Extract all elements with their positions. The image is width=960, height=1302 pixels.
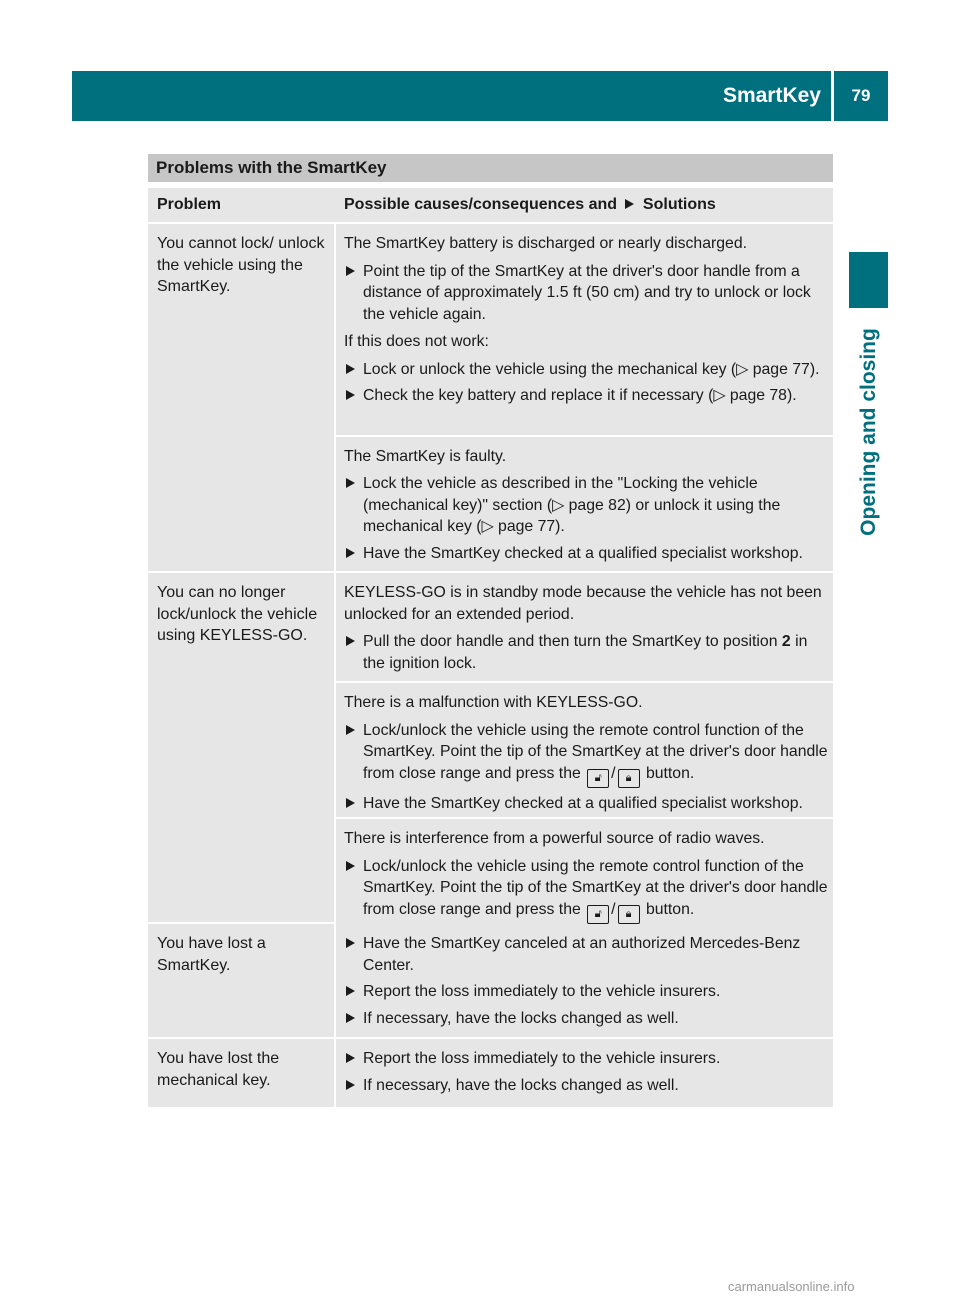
list-item: Pull the door handle and then turn the SmartKey to position 2 in the ignition lock. [344, 631, 829, 674]
list-item: Lock the vehicle as described in the "Locking the vehicle (mechanical key)" section (▷ page 82) or unlock it using the mechanical key (▷ page 77). [344, 473, 829, 538]
list-item: Point the tip of the SmartKey at the driver's door handle from a distance of approximately 1.5 ft (50 cm) and try to unlock or lock the vehicle again. [344, 261, 829, 326]
side-tab-marker [849, 252, 888, 308]
table-row [148, 1039, 833, 1107]
problem-cell: You have lost a SmartKey. [148, 924, 334, 1037]
cause-cell: KEYLESS-GO is in standby mode because the vehicle has not been unlocked for an extended period. Pull the door handle and then turn the SmartKey to position 2 in the ignition lock. [336, 573, 833, 681]
arrow-icon [625, 199, 634, 209]
list-item: Have the SmartKey canceled at an authorized Mercedes-Benz Center. [344, 933, 829, 976]
arrow-icon [346, 986, 355, 996]
cause-cell [336, 1039, 833, 1107]
arrow-icon [346, 548, 355, 558]
cause-cell: The SmartKey battery is discharged or nearly discharged. Point the tip of the SmartKey at the driver's door handle from a distance of approximately 1.5 ft (50 cm) and try to unlock or lock the vehicle again. If this does not work: Lock or unlock the vehicle using the mechanical key (▷ page 77). Check the key battery and replace it if necessary (▷ page 78). [336, 224, 833, 435]
column-header-causes: Possible causes/consequences and Solutions [344, 196, 716, 213]
problems-table [148, 154, 833, 1109]
arrow-icon [346, 1013, 355, 1023]
column-header-problem: Problem [157, 196, 222, 213]
list-item: Report the loss immediately to the vehicle insurers. [344, 981, 829, 1003]
cause-cell [336, 924, 833, 1037]
cause-cell: There is a malfunction with KEYLESS-GO. Lock/unlock the vehicle using the remote control function of the SmartKey. Point the tip of the SmartKey at the driver's door handle from close range and press the 🔓︎ / 🔒︎ button. Have the SmartKey checked at a qualified specialist workshop. [336, 683, 833, 817]
page-header [72, 71, 888, 121]
arrow-icon [346, 1053, 355, 1063]
problem-cell: You have lost the mechanical key. [148, 1039, 334, 1107]
list-item: Have the SmartKey checked at a qualified specialist workshop. [344, 543, 829, 565]
arrow-icon [346, 266, 355, 276]
arrow-icon [346, 390, 355, 400]
arrow-icon [346, 938, 355, 948]
lock-icon: 🔒︎ [618, 769, 640, 788]
problem-cell: You can no longer lock/unlock the vehicle using KEYLESS-GO. [148, 573, 334, 922]
page-number: 79 [851, 86, 871, 105]
cause-cell: There is interference from a powerful source of radio waves. Lock/unlock the vehicle using the remote control function of the SmartKey. Point the tip of the SmartKey at the driver's door handle from close range and press the 🔓︎ / 🔒︎ button. [336, 819, 833, 931]
table-row [148, 224, 833, 571]
section-title: SmartKey [723, 71, 834, 121]
arrow-icon [346, 478, 355, 488]
table-row [148, 924, 833, 1037]
unlock-icon: 🔓︎ [587, 905, 609, 924]
list-item: If necessary, have the locks changed as well. [344, 1008, 829, 1030]
arrow-icon [346, 364, 355, 374]
list-item: Lock/unlock the vehicle using the remote control function of the SmartKey. Point the tip of the SmartKey at the driver's door handle from close range and press the 🔓︎ / 🔒︎ button. [344, 856, 829, 924]
list-item: Lock or unlock the vehicle using the mechanical key (▷ page 77). [344, 359, 829, 381]
unlock-icon: 🔓︎ [587, 769, 609, 788]
side-tab-label: Opening and closing [856, 328, 880, 536]
arrow-icon [346, 861, 355, 871]
list-item: Lock/unlock the vehicle using the remote control function of the SmartKey. Point the tip of the SmartKey at the driver's door handle from close range and press the 🔓︎ / 🔒︎ button. [344, 720, 829, 788]
arrow-icon [346, 725, 355, 735]
lock-icon: 🔒︎ [618, 905, 640, 924]
footer-watermark: carmanualsonline.info [728, 1279, 855, 1294]
table-row [148, 573, 833, 922]
table-header-row [148, 188, 833, 222]
list-item: Report the loss immediately to the vehicle insurers. [344, 1048, 829, 1070]
table-title: Problems with the SmartKey [148, 154, 833, 182]
arrow-icon [346, 798, 355, 808]
list-item: If necessary, have the locks changed as well. [344, 1075, 829, 1097]
arrow-icon [346, 1080, 355, 1090]
arrow-icon [346, 636, 355, 646]
cause-cell: The SmartKey is faulty. Lock the vehicle as described in the "Locking the vehicle (mechanical key)" section (▷ page 82) or unlock it using the mechanical key (▷ page 77). Have the SmartKey checked at a qualified specialist workshop. [336, 437, 833, 572]
list-item: Have the SmartKey checked at a qualified specialist workshop. [344, 793, 829, 815]
list-item: Check the key battery and replace it if necessary (▷ page 78). [344, 385, 829, 407]
problem-cell: You cannot lock/ unlock the vehicle using the SmartKey. [148, 224, 334, 571]
